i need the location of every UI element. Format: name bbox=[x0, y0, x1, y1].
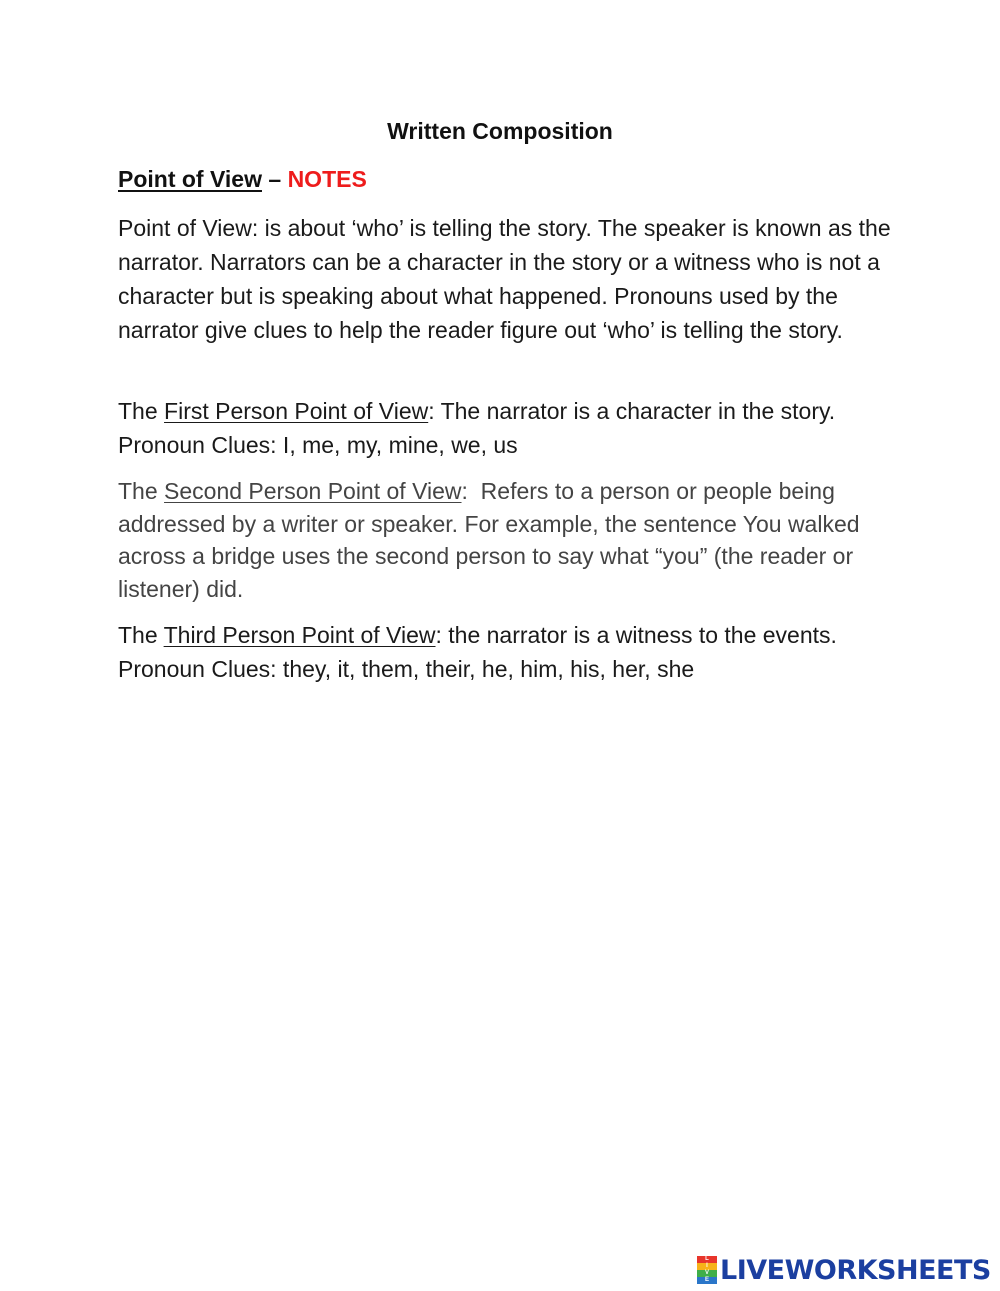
definition-paragraph bbox=[118, 211, 898, 347]
heading-topic: Point of View bbox=[118, 166, 262, 192]
heading-notes-label: NOTES bbox=[287, 166, 367, 192]
page-title: Written Composition bbox=[387, 118, 613, 144]
logo-mark-icon bbox=[697, 1256, 717, 1284]
first-person-paragraph bbox=[118, 394, 898, 462]
first-person-text: : The narrator is a character in the story. Pronoun Clues: I, me, my, mine, we, us bbox=[118, 398, 836, 458]
second-person-prefix: The bbox=[118, 478, 165, 504]
third-person-prefix: The bbox=[118, 622, 164, 648]
first-person-term: First Person Point of View bbox=[164, 398, 429, 424]
section-heading bbox=[118, 166, 367, 193]
second-person-term: Second Person Point of View bbox=[164, 478, 462, 504]
third-person-paragraph bbox=[118, 618, 898, 686]
second-person-text: : Refers to a person or people being addressed by a writer or speaker. For example, the sentence You walked across a bridge uses the second person to say what “you” (the reader or listener) did. bbox=[118, 478, 866, 602]
definition-text: Point of View: is about ‘who’ is telling the story. The speaker is known as the narrator. Narrators can be a character in the story or a witness who is not a character but is speaking about what happened. Pronouns used by the narrator give clues to help the reader figure out ‘who’ is telling the story. bbox=[118, 215, 891, 343]
heading-separator: – bbox=[261, 166, 288, 192]
first-person-prefix: The bbox=[118, 398, 165, 424]
logo-mark-letter: I bbox=[697, 1263, 717, 1270]
logo-mark-letter: L bbox=[697, 1256, 717, 1263]
second-person-paragraph bbox=[118, 475, 898, 605]
logo-mark-letter: E bbox=[697, 1277, 717, 1284]
third-person-text: : the narrator is a witness to the events. Pronoun Clues: they, it, them, their, he, him, his, her, she bbox=[118, 622, 837, 682]
logo-text: LIVEWORKSHEETS bbox=[720, 1254, 991, 1286]
liveworksheets-logo bbox=[697, 1252, 991, 1288]
third-person-term: Third Person Point of View bbox=[163, 622, 436, 648]
logo-mark-letter: V bbox=[697, 1270, 717, 1277]
